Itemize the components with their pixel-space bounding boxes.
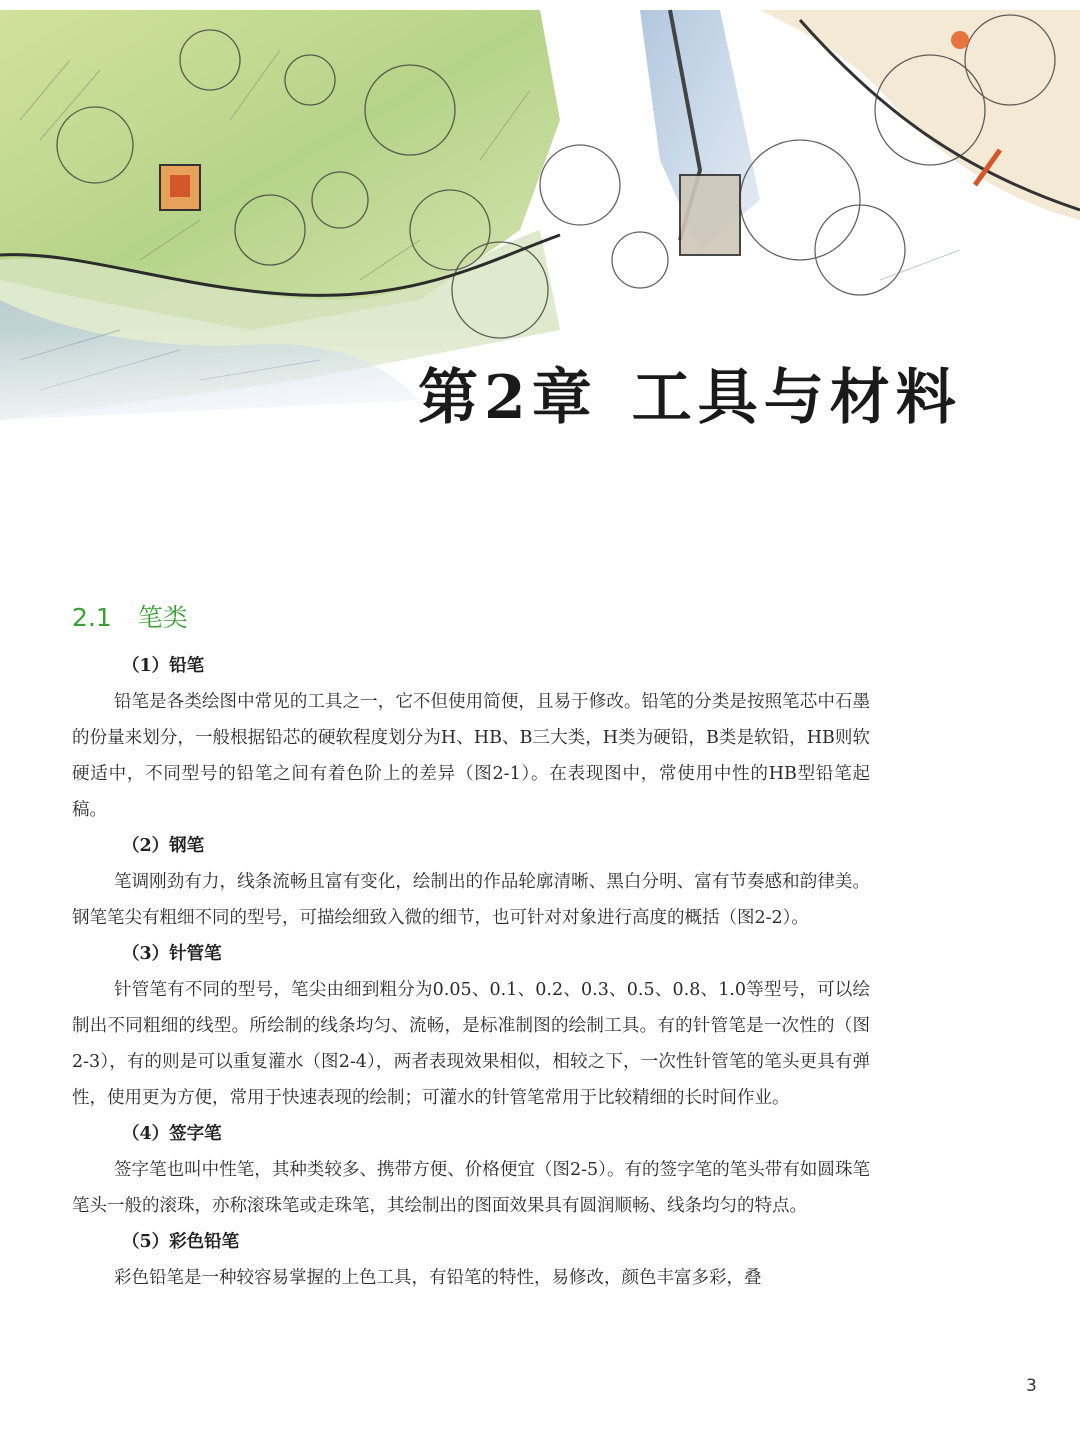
subsection-heading-pen: （2）钢笔: [122, 836, 205, 856]
chapter-name: 工具与材料: [631, 363, 962, 433]
paragraph-pen: 笔调刚劲有力，线条流畅且富有变化，绘制出的作品轮廓清晰、黑白分明、富有节奏感和韵律美。钢笔笔尖有粗细不同的型号，可描绘细致入微的细节，也可针对对象进行高度的概括（图2-2）。: [72, 872, 870, 928]
paragraph-pencil: 铅笔是各类绘图中常见的工具之一，它不但使用简便，且易于修改。铅笔的分类是按照笔芯中石墨的份量来划分，一般根据铅芯的硬软程度划分为H、HB、B三大类，H类为硬铅，B类是软铅，HB则软硬适中，不同型号的铅笔之间有着色阶上的差异（图2-1）。在表现图中，常使用中性的HB型铅笔起稿。: [72, 692, 870, 820]
paragraph-gel-pen: 签字笔也叫中性笔，其种类较多、携带方便、价格便宜（图2-5）。有的签字笔的笔头带有如圆珠笔笔头一般的滚珠，亦称滚珠笔或走珠笔，其绘制出的图面效果具有圆润顺畅、线条均匀的特点。: [72, 1160, 870, 1216]
subsection-heading-colored-pencil: （5）彩色铅笔: [122, 1232, 240, 1252]
subsection-heading-pencil: （1）铅笔: [122, 656, 205, 676]
page-number: 3: [1026, 1376, 1037, 1396]
chapter-number: 第2章: [418, 363, 598, 433]
body-content: [72, 648, 870, 1296]
section-number: 2.1: [72, 603, 112, 632]
section-heading: [72, 598, 188, 634]
paragraph-technical-pen: 针管笔有不同的型号，笔尖由细到粗分为0.05、0.1、0.2、0.3、0.5、0.8、1.0等型号，可以绘制出不同粗细的线型。所绘制的线条均匀、流畅，是标准制图的绘制工具。有的针管笔是一次性的（图2-3），有的则是可以重复灌水（图2-4），两者表现效果相似，相较之下，一次性针管笔的笔头更具有弹性，使用更为方便，常用于快速表现的绘制；可灌水的针管笔常用于比较精细的长时间作业。: [72, 980, 870, 1108]
subsection-heading-technical-pen: （3）针管笔: [122, 944, 222, 964]
section-title: 笔类: [137, 603, 188, 632]
chapter-title: [418, 363, 962, 433]
paragraph-colored-pencil: 彩色铅笔是一种较容易掌握的上色工具，有铅笔的特性，易修改，颜色丰富多彩，叠: [114, 1268, 762, 1288]
subsection-heading-gel-pen: （4）签字笔: [122, 1124, 222, 1144]
